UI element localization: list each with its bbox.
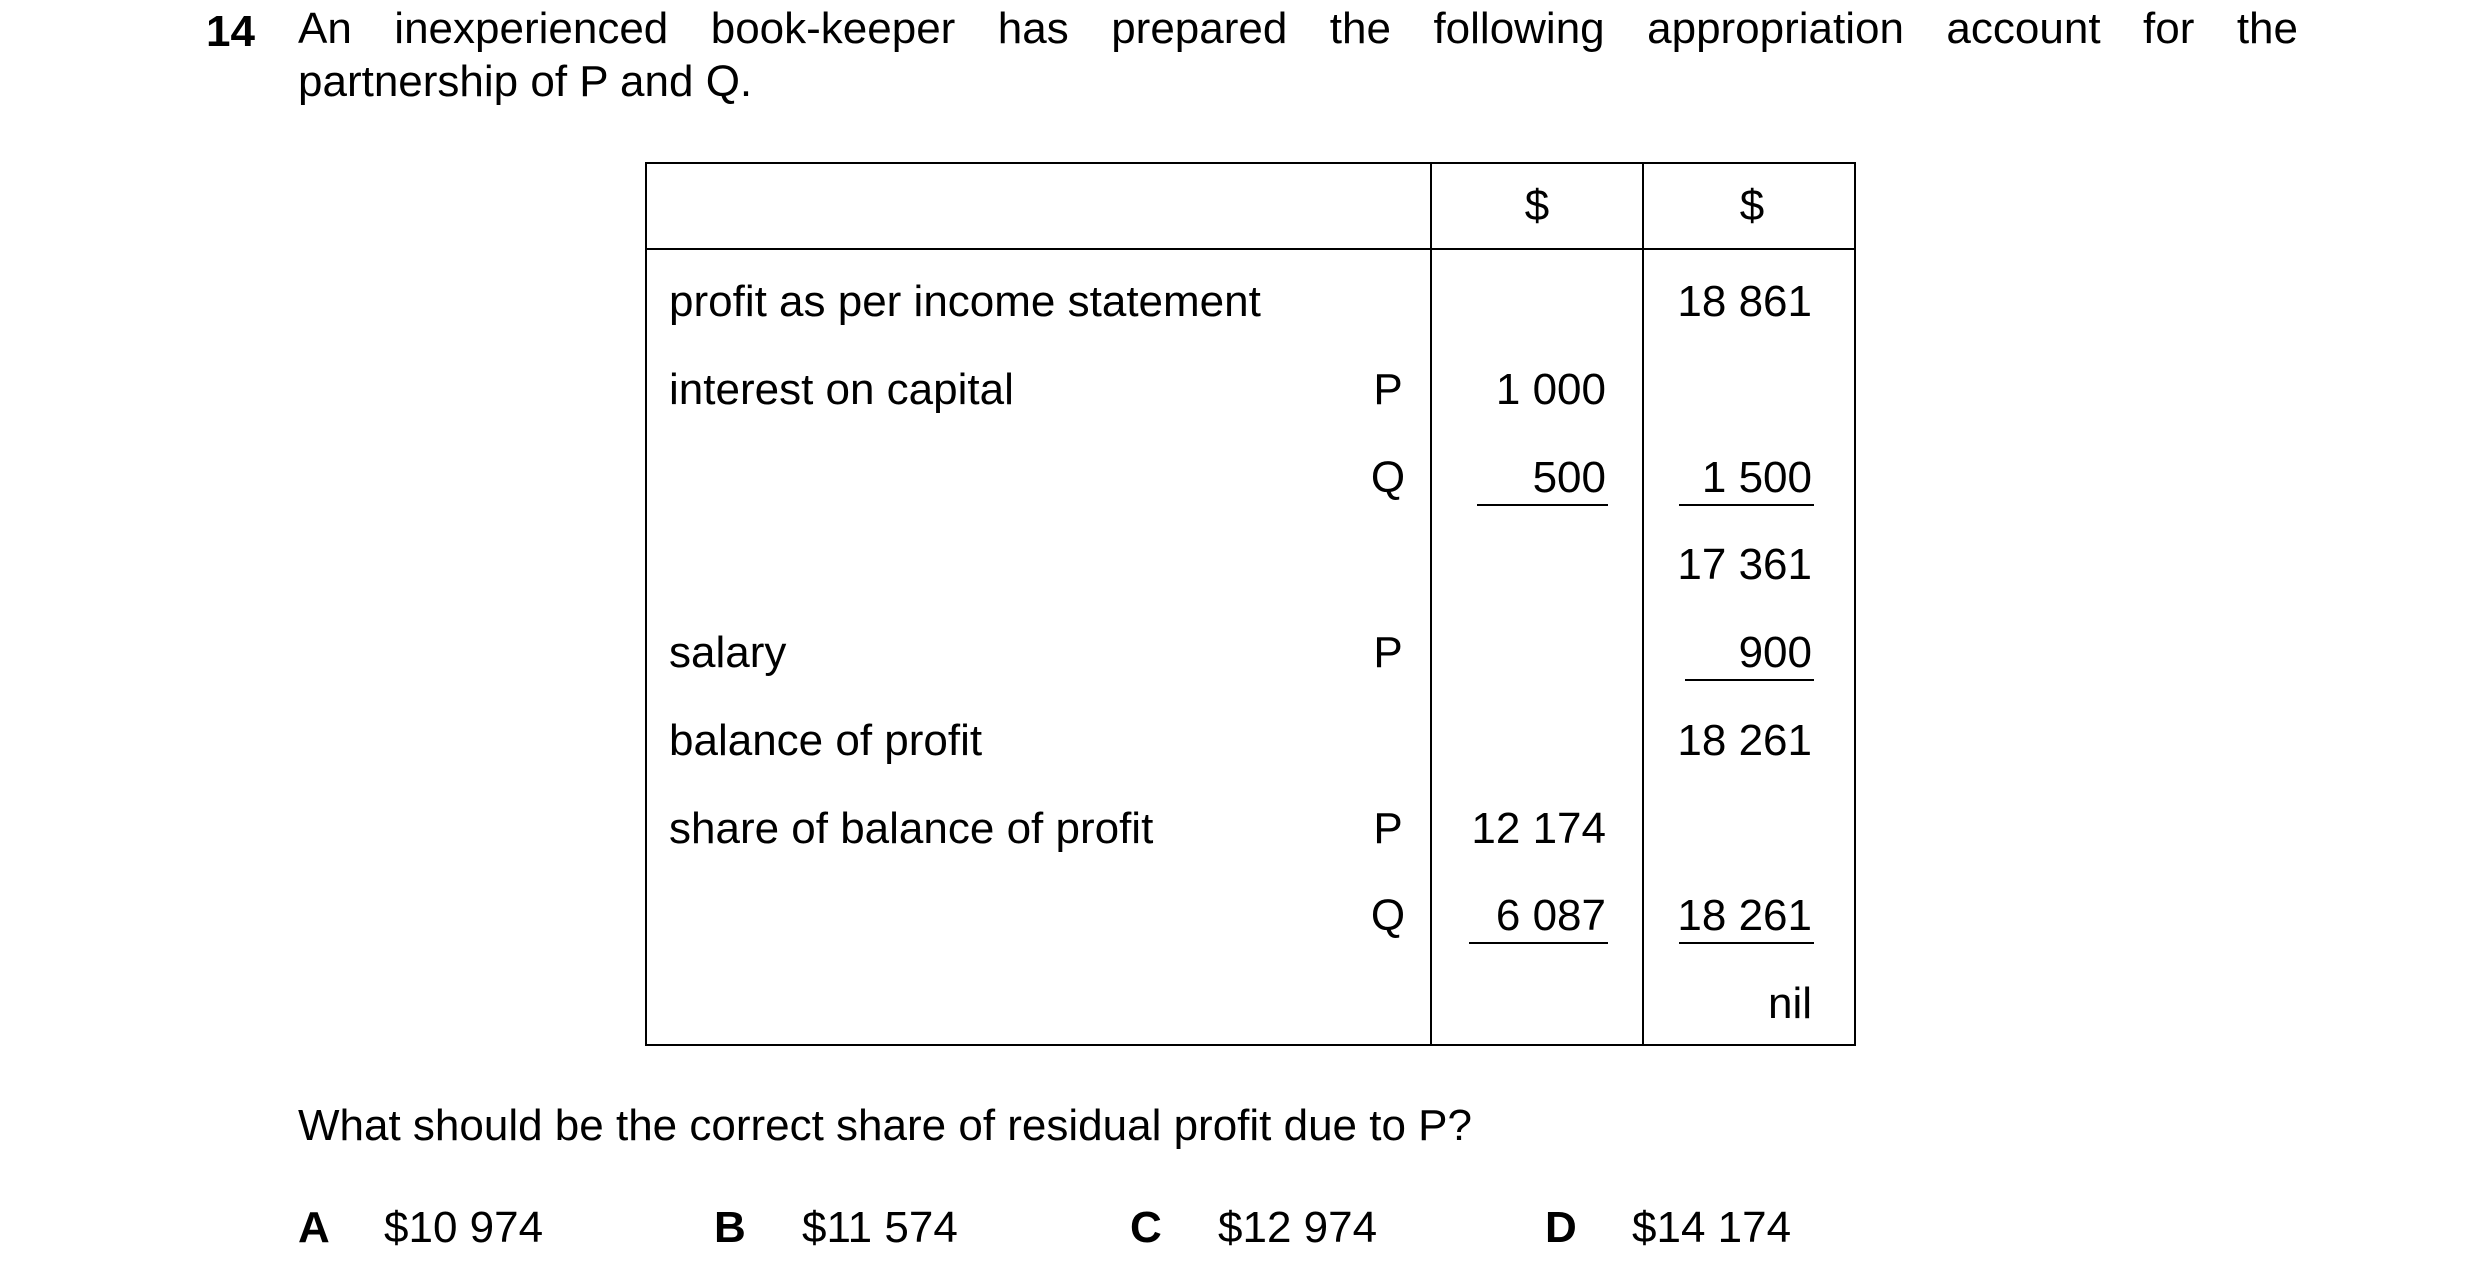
subtotal-underline [1477, 504, 1608, 506]
header-divider [647, 248, 1854, 250]
row-partner: Q [1370, 453, 1406, 502]
option-a-value: $10 974 [384, 1203, 544, 1252]
row-amount-col2: 18 261 [1677, 716, 1812, 765]
option-d-value: $14 174 [1632, 1203, 1792, 1252]
row-description: salary [669, 628, 787, 677]
row-amount-col1: 6 087 [1495, 891, 1606, 940]
row-amount-col2: nil [1767, 979, 1812, 1028]
option-c-letter: C [1130, 1203, 1162, 1252]
question-stem [298, 2, 2298, 108]
option-b-letter: B [714, 1203, 746, 1252]
row-amount-col2: 1 500 [1701, 453, 1812, 502]
question-prompt: What should be the correct share of residual profit due to P? [298, 1101, 1472, 1150]
row-amount-col2: 18 261 [1677, 891, 1812, 940]
subtotal-underline [1679, 504, 1814, 506]
row-description: interest on capital [669, 365, 1014, 414]
option-a-letter: A [298, 1203, 330, 1252]
question-stem-line-1: An inexperienced book-keeper has prepared the following appropriation account for the [298, 4, 2298, 53]
row-amount-col1: 500 [1532, 453, 1606, 502]
row-partner: Q [1370, 891, 1406, 940]
row-partner: P [1373, 804, 1403, 853]
row-description: profit as per income statement [669, 277, 1261, 326]
row-amount-col2: 900 [1738, 628, 1812, 677]
option-c-value: $12 974 [1218, 1203, 1378, 1252]
row-amount-col1: 1 000 [1495, 365, 1606, 414]
column-divider [1430, 164, 1432, 1044]
row-partner: P [1373, 628, 1403, 677]
subtotal-underline [1469, 942, 1608, 944]
row-amount-col1: 12 174 [1471, 804, 1606, 853]
option-b-value: $11 574 [802, 1203, 958, 1252]
column-header-col1: $ [1524, 181, 1550, 230]
row-amount-col2: 17 361 [1677, 540, 1812, 589]
question-stem-line-2: partnership of P and Q. [298, 57, 753, 106]
row-description: balance of profit [669, 716, 983, 765]
question-number: 14 [206, 7, 255, 56]
appropriation-account-table [645, 162, 1856, 1046]
row-amount-col2: 18 861 [1677, 277, 1812, 326]
subtotal-underline [1679, 942, 1814, 944]
column-header-col2: $ [1739, 181, 1765, 230]
subtotal-underline [1685, 679, 1814, 681]
row-partner: P [1373, 365, 1403, 414]
column-divider [1642, 164, 1644, 1044]
row-description: share of balance of profit [669, 804, 1154, 853]
option-d-letter: D [1545, 1203, 1577, 1252]
